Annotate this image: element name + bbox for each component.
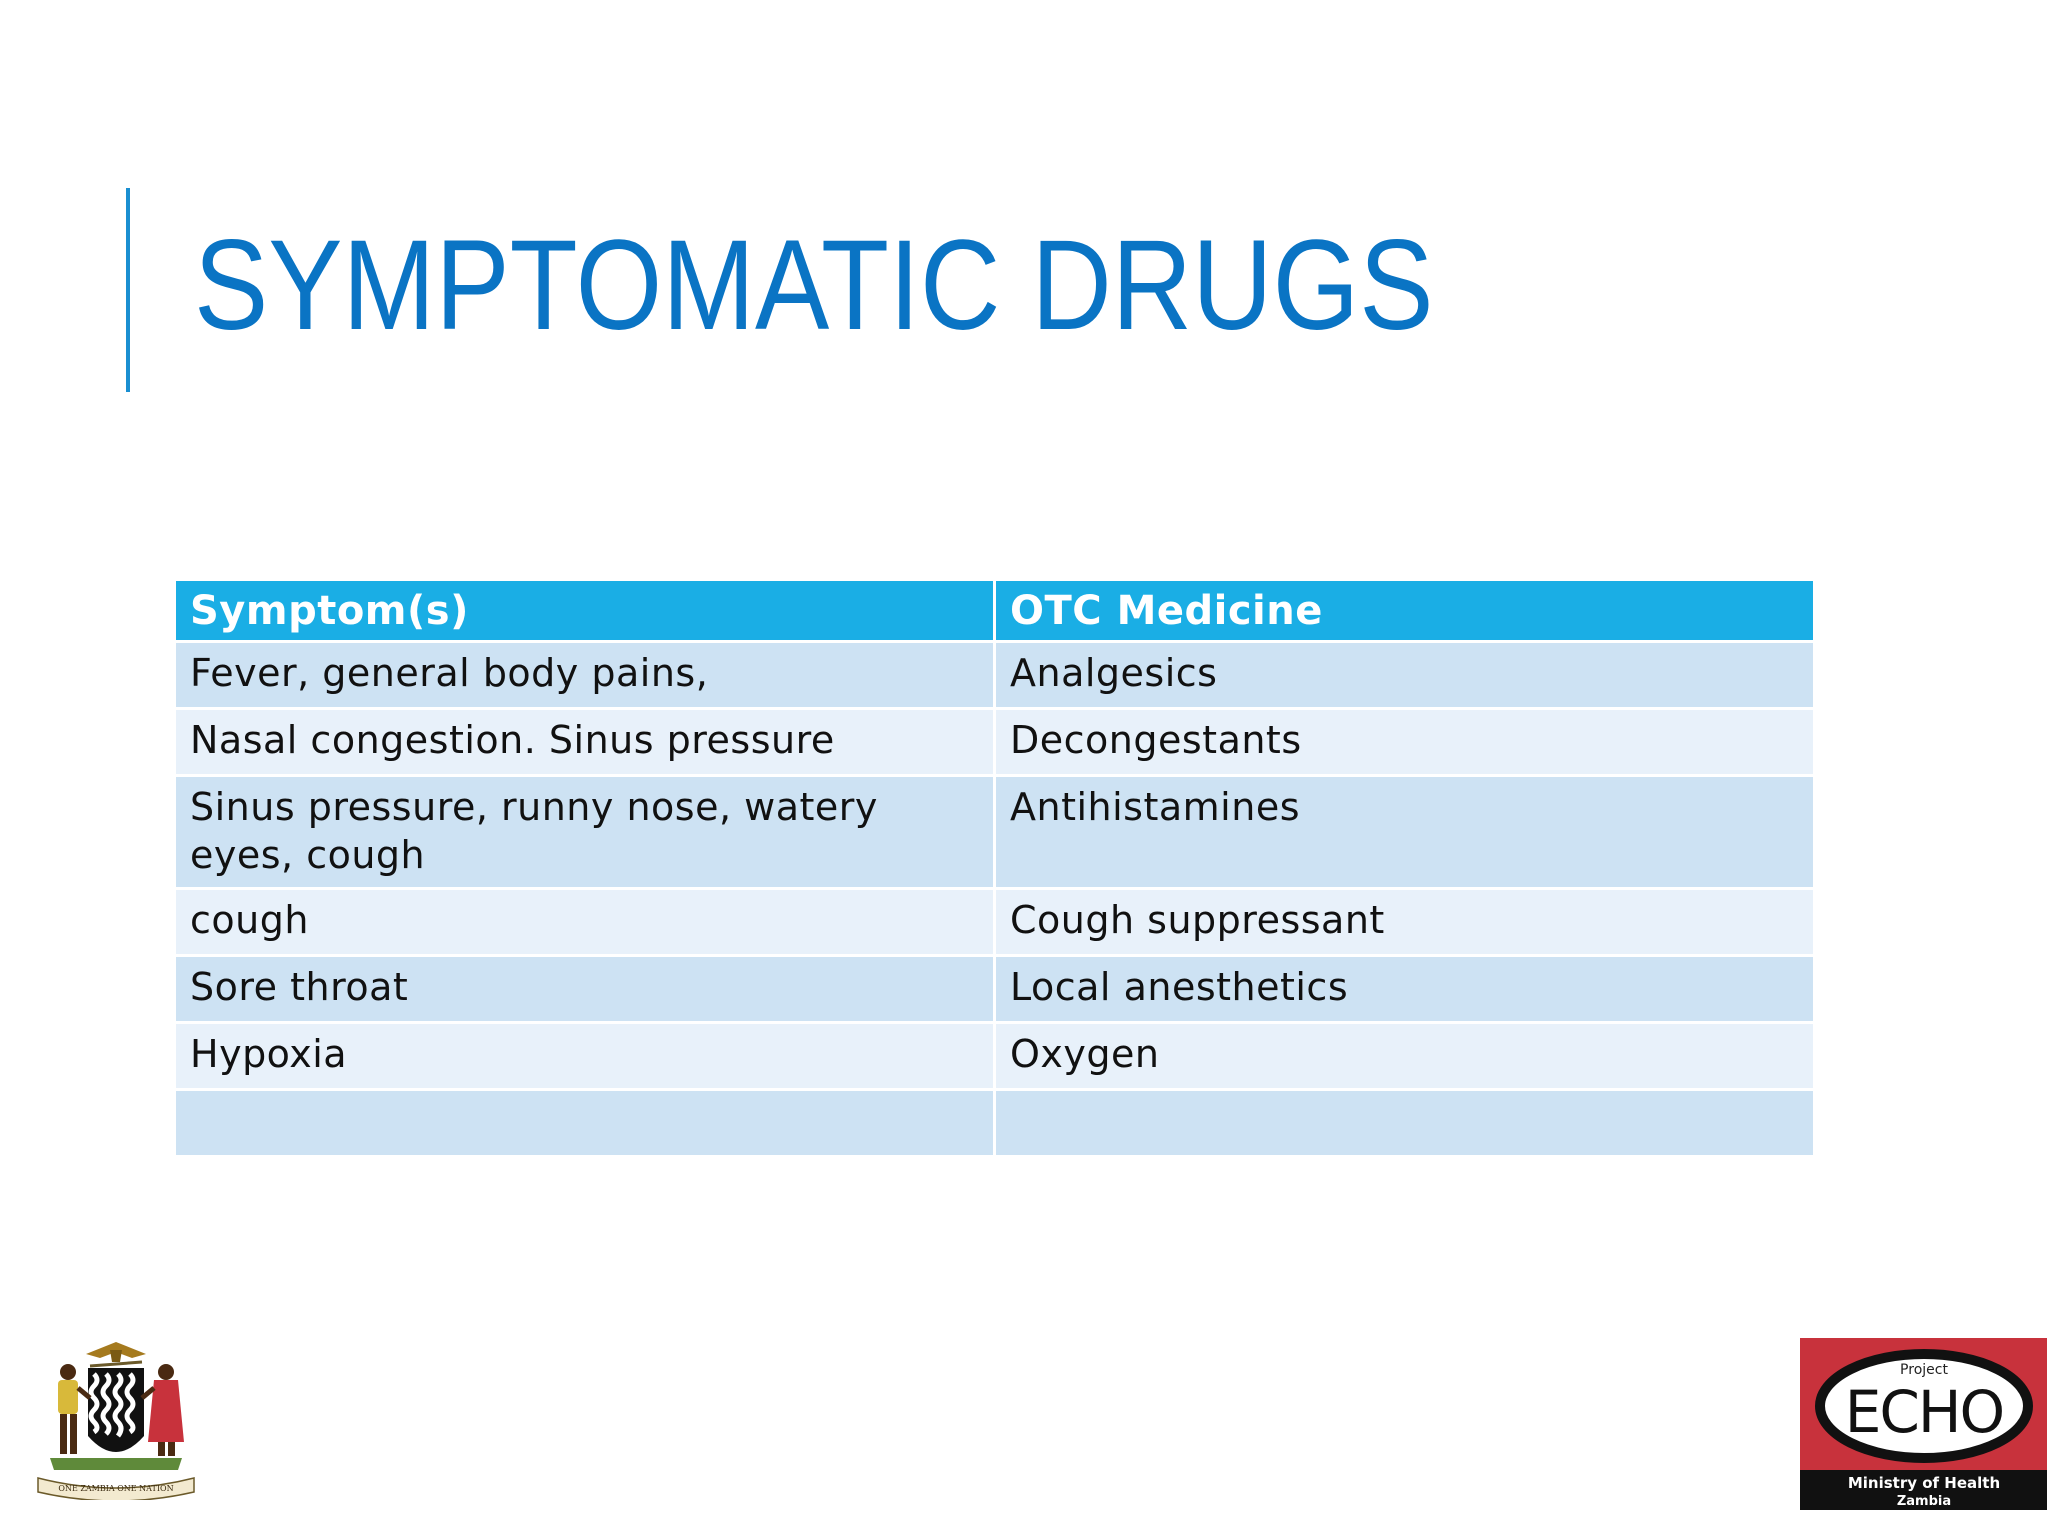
medicine-cell: Analgesics [995,642,1815,709]
column-header-symptoms: Symptom(s) [175,580,995,642]
slide-title: SYMPTOMATIC DRUGS [194,214,1434,357]
medicine-cell [995,1090,1815,1157]
table-row [175,889,1815,956]
medicine-cell: Local anesthetics [995,956,1815,1023]
symptom-cell: Hypoxia [175,1023,995,1090]
symptom-cell [175,1090,995,1157]
medicine-cell: Cough suppressant [995,889,1815,956]
zambia-coat-of-arms-icon [28,1332,204,1500]
column-header-otc-medicine: OTC Medicine [995,580,1815,642]
table-header-row [175,580,1815,642]
table-row [175,956,1815,1023]
echo-project-label: Project [1900,1362,1948,1378]
table-row [175,776,1815,889]
symptom-cell: cough [175,889,995,956]
title-accent-bar [126,188,130,392]
table-row-empty [175,1090,1815,1157]
symptom-cell: Sore throat [175,956,995,1023]
table-row [175,642,1815,709]
echo-footer-line1: Ministry of Health [1847,1474,2001,1492]
symptom-cell: Fever, general body pains, [175,642,995,709]
motto-text: ONE ZAMBIA ONE NATION [58,1484,174,1493]
echo-footer-line2: Zambia [1896,1494,1952,1509]
symptom-drug-table [173,578,1816,1158]
medicine-cell: Antihistamines [995,776,1815,889]
medicine-cell: Oxygen [995,1023,1815,1090]
table-row [175,709,1815,776]
symptom-cell: Sinus pressure, runny nose, watery eyes, cough [175,776,995,889]
table-row [175,1023,1815,1090]
project-echo-logo-icon [1800,1338,2047,1510]
symptom-cell: Nasal congestion. Sinus pressure [175,709,995,776]
medicine-cell: Decongestants [995,709,1815,776]
echo-main-label: ECHO [1844,1378,2004,1446]
